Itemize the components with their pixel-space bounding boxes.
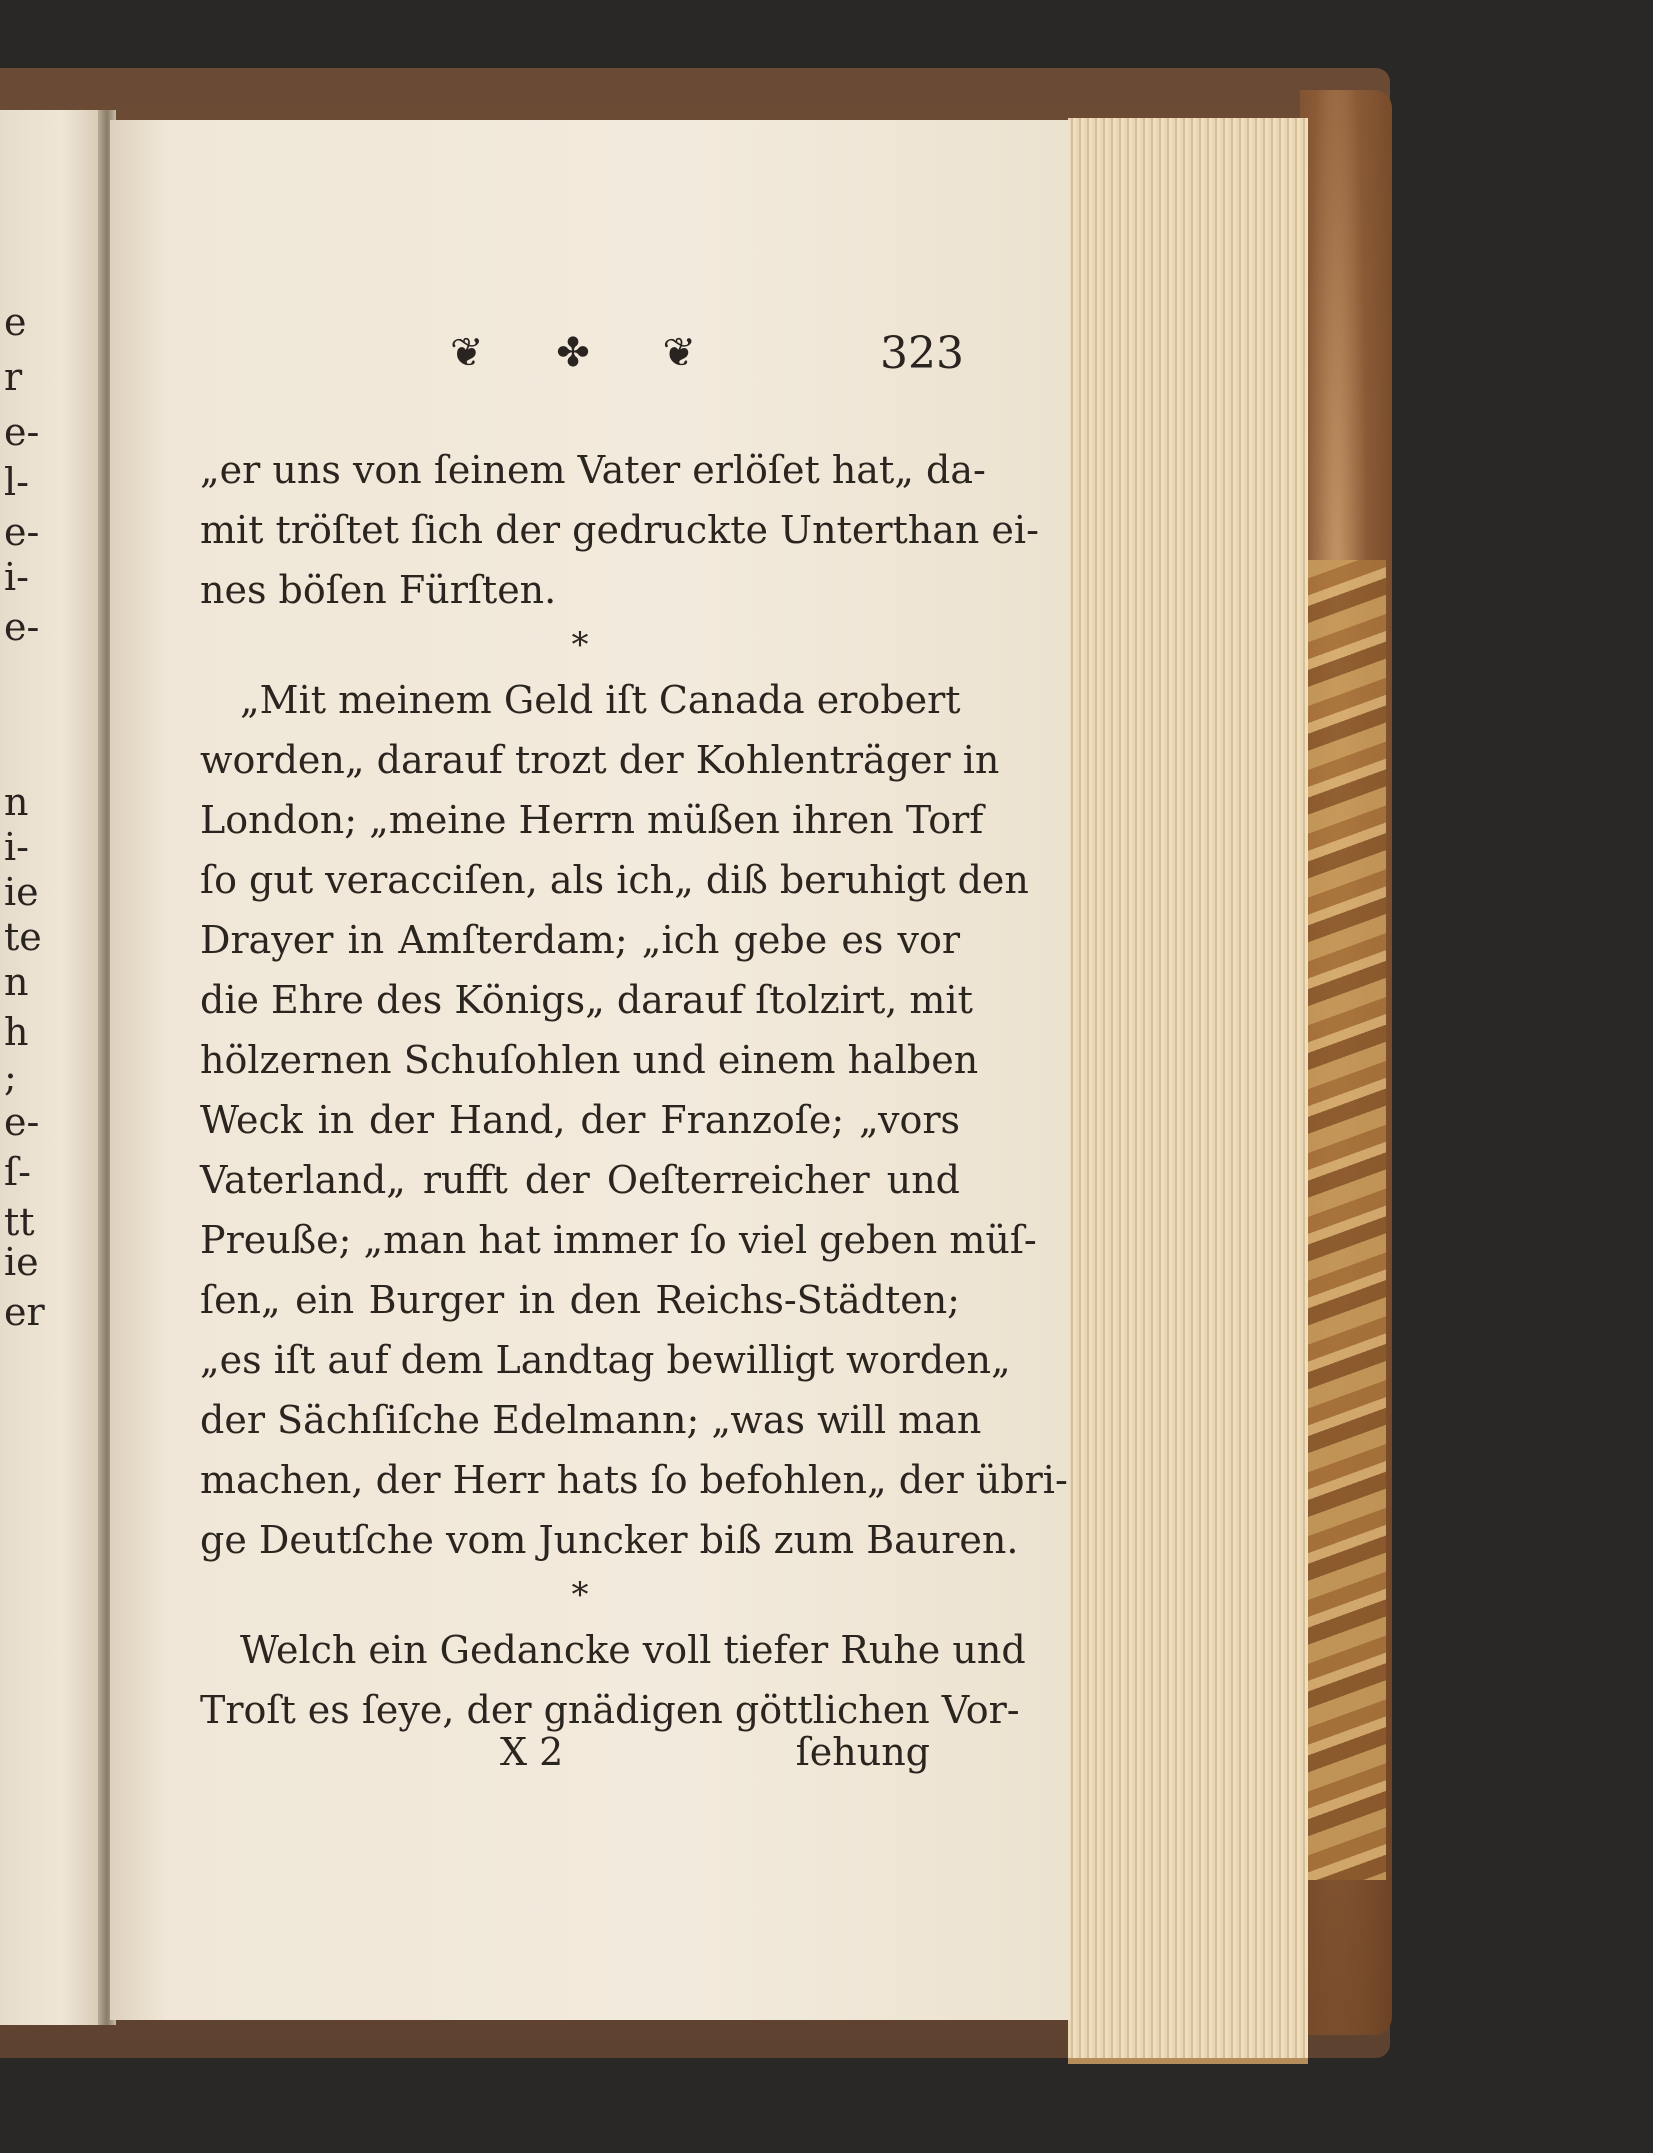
section-separator: * [571,1575,589,1615]
left-page-fragment: e- [4,410,40,454]
left-page [0,110,104,2025]
left-page-fragment: e- [4,1100,40,1144]
section-separator: * [571,625,589,665]
text-line: mit tröſtet ſich der gedruckte Unterthan ei- [200,508,1039,552]
text-line: London; „meine Herrn müßen ihren Torf [200,798,984,842]
marbled-cover [1306,560,1386,1880]
left-page-fragment: ; [4,1055,17,1099]
left-page-fragment: ie [4,1240,39,1284]
left-page-fragment: n [4,960,29,1004]
text-line: Vaterland„ rufft der Oeſterreicher und [200,1158,960,1202]
page-number: 323 [880,328,964,379]
text-line: Weck in der Hand, der Franzoſe; „vors [200,1098,960,1142]
left-page-fragment: l- [4,460,29,504]
text-line: „er uns von ſeinem Vater erlöſet hat„ da- [200,448,986,492]
text-line: machen, der Herr hats ſo befohlen„ der übri- [200,1458,1068,1502]
text-line: die Ehre des Königs„ darauf ſtolzirt, mit [200,978,973,1022]
text-line: worden„ darauf trozt der Kohlenträger in [200,738,1000,782]
text-line: Welch ein Gedancke voll tiefer Ruhe und [240,1628,1026,1672]
left-page-fragment: e- [4,605,40,649]
left-page-fragment: tt [4,1200,35,1244]
header-ornament: ❦ ✤ ❦ [450,330,726,376]
text-line: „es iſt auf dem Landtag bewilligt worden„ [200,1338,1011,1382]
text-line: ge Deutſche vom Juncker biß zum Bauren. [200,1518,1019,1562]
text-line: Troſt es ſeye, der gnädigen göttlichen Vor- [200,1688,1020,1732]
text-line: Drayer in Amſterdam; „ich gebe es vor [200,918,960,962]
text-line: Preuße; „man hat immer ſo viel geben müſ- [200,1218,1037,1262]
left-page-fragment: r [4,355,23,399]
text-line: ſo gut veracciſen, als ich„ diß beruhigt den [200,858,1029,902]
text-line: hölzernen Schuſohlen und einem halben [200,1038,979,1082]
left-page-fragment: i- [4,555,29,599]
page-header [450,328,964,390]
text-line: „Mit meinem Geld iſt Canada erobert [240,678,961,722]
text-line: nes böſen Fürſten. [200,568,557,612]
left-page-fragment: h [4,1010,29,1054]
left-page-fragment: te [4,915,42,959]
left-page-fragment: i- [4,825,29,869]
text-line: der Sächſiſche Edelmann; „was will man [200,1398,982,1442]
left-page-fragment: ie [4,870,39,914]
page-edges [1068,118,1308,2064]
page-footer [200,1730,930,1790]
page-text [200,440,1068,1740]
signature-mark: X 2 [500,1730,564,1774]
left-page-fragment: er [4,1290,45,1334]
left-page-fragment: n [4,780,29,824]
left-page-fragment: e [4,300,27,344]
text-line: ſen„ ein Burger in den Reichs-Städten; [200,1278,960,1322]
catchword: ſehung [795,1730,930,1774]
left-page-fragment: ſ- [4,1150,31,1194]
left-page-fragment: e- [4,510,40,554]
